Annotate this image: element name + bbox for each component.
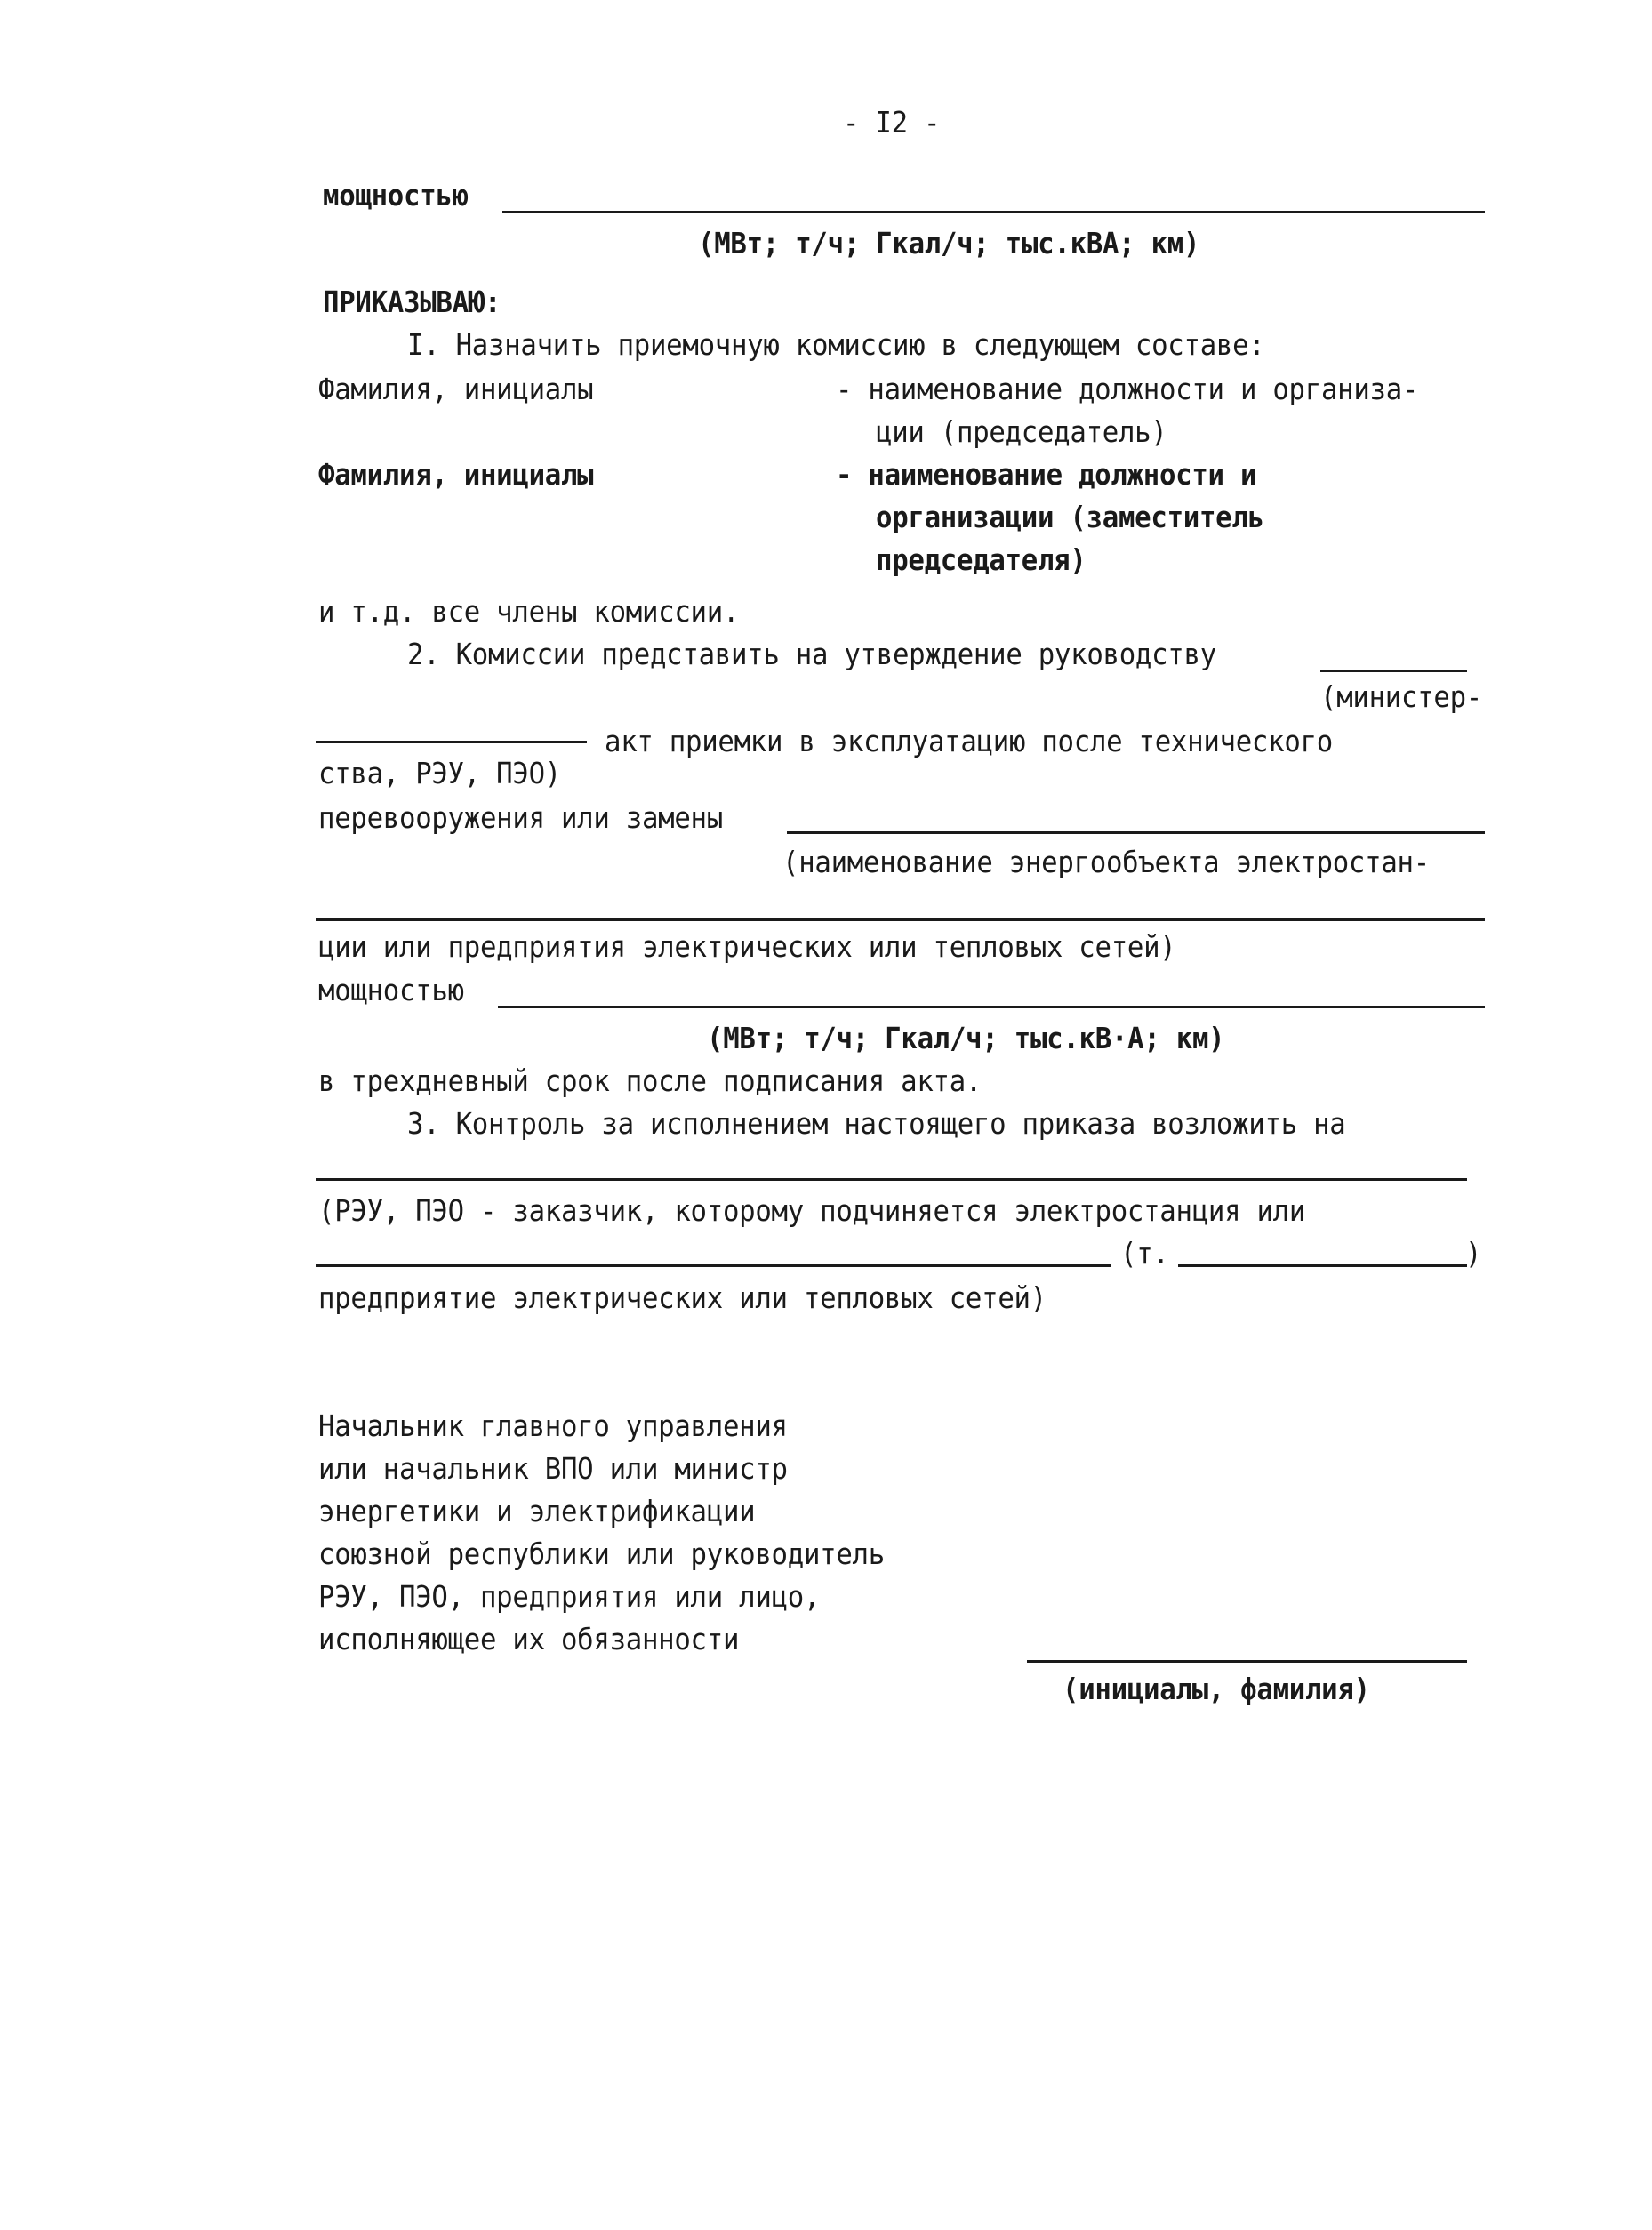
item-1-text: I. Назначить приемочную комиссию в следующем составе: [407, 327, 1265, 362]
control-note-a: (РЭУ, ПЭО - заказчик, которому подчиняется электростанция или [318, 1193, 1306, 1228]
chair-role-line-2: ции (председатель) [876, 414, 1167, 449]
ministry-note-a: (министер- [1320, 679, 1482, 714]
members-etc: и т.д. все члены комиссии. [318, 594, 740, 629]
units-note-2: (МВт; т/ч; Гкал/ч; тыс.кВ·А; км) [707, 1021, 1225, 1055]
item-3-text: 3. Контроль за исполнением настоящего приказа возложить на [407, 1106, 1346, 1141]
object-blank-line-1 [787, 831, 1485, 834]
page-number: - I2 - [843, 105, 941, 140]
object-blank-line-2 [316, 918, 1485, 921]
phone-suffix: ) [1465, 1236, 1482, 1271]
act-text: акт приемки в эксплуатацию после технического [605, 724, 1333, 758]
control-blank-line [316, 1178, 1467, 1181]
power-blank-line [502, 211, 1485, 213]
object-note-b: ции или предприятия электрических или тепловых сетей) [318, 929, 1176, 964]
signatory-title-line-6: исполняющее их обязанности [318, 1622, 740, 1656]
deputy-role-line-3: председателя) [876, 542, 1087, 577]
signatory-title-line-1: Начальник главного управления [318, 1408, 788, 1443]
phone-prefix: (т. [1120, 1236, 1169, 1271]
management-blank-line [1320, 670, 1467, 672]
chair-role-line-1: - наименование должности и организа- [836, 372, 1419, 406]
signature-caption: (инициалы, фамилия) [1063, 1672, 1370, 1706]
deputy-role-line-2: организации (заместитель [876, 500, 1264, 534]
units-note: (МВт; т/ч; Гкал/ч; тыс.кВА; км) [698, 226, 1200, 261]
power-label: мощностью [323, 178, 469, 213]
phone-blank-line [1178, 1264, 1467, 1267]
signatory-title-line-3: энергетики и электрификации [318, 1494, 756, 1528]
term-text: в трехдневный срок после подписания акта. [318, 1063, 982, 1098]
control-blank-line-2 [316, 1264, 1111, 1267]
chair-name: Фамилия, инициалы [318, 372, 594, 406]
rearm-label: перевооружения или замены [318, 800, 723, 835]
order-heading: ПРИКАЗЫВАЮ: [323, 285, 501, 319]
signatory-title-line-2: или начальник ВПО или министр [318, 1451, 788, 1486]
deputy-role-line-1: - наименование должности и [836, 457, 1257, 492]
ministry-blank-line [316, 741, 587, 743]
ministry-note-b: ства, РЭУ, ПЭО) [318, 756, 561, 790]
signature-line [1027, 1660, 1467, 1663]
power-label-2: мощностью [318, 973, 464, 1007]
object-note-a: (наименование энергообъекта электростан- [782, 845, 1430, 879]
power-blank-line-2 [498, 1006, 1485, 1008]
signatory-title-line-4: союзной республики или руководитель [318, 1536, 885, 1571]
control-note-b: предприятие электрических или тепловых сетей) [318, 1280, 1047, 1315]
signatory-title-line-5: РЭУ, ПЭО, предприятия или лицо, [318, 1579, 821, 1614]
item-2-text: 2. Комиссии представить на утверждение руководству [407, 637, 1216, 671]
deputy-name: Фамилия, инициалы [318, 457, 594, 492]
